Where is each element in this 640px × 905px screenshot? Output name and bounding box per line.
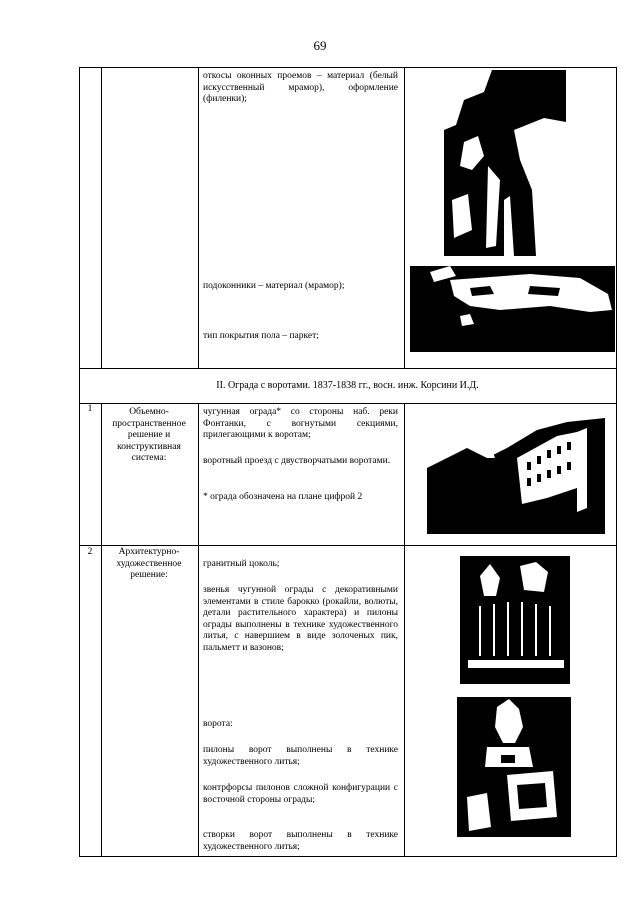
row-text: звенья чугунной ограды с декоративными элементами в стиле барокко (рокайли, волюты, детали растительного характера) и пилоны ограды выполнены в технике художественного литья, с навершием в виде золоченых пик, пальметт и вазонов; (203, 585, 398, 653)
top-text-floor: тип покрытия пола – паркет; (203, 331, 319, 341)
row-text: чугунная ограда* со стороны наб. реки Фонтанки, с вогнутыми секциями, прилегающими к воротам; (203, 407, 398, 440)
window-sill-photo (410, 266, 615, 352)
col-divider (101, 403, 102, 856)
fence-embankment-photo (427, 418, 605, 534)
row-text: контрфорсы пилонов сложной конфигурации с восточной стороны ограды; (203, 783, 398, 805)
page-number: 69 (313, 38, 327, 53)
row-divider (79, 403, 616, 404)
row-text: створки ворот выполнены в технике художественного литья; (203, 830, 398, 852)
top-text-sills: подоконники – материал (мрамор); (203, 281, 345, 291)
row-text: * ограда обозначена на плане цифрой 2 (203, 492, 363, 502)
row-divider (79, 545, 616, 546)
gate-pylon-photo (457, 697, 571, 837)
top-text-window-slopes: откосы оконных проемов – материал (белый искусственный мрамор), оформление (филенки); (203, 71, 398, 104)
row-text: гранитный цоколь; (203, 559, 280, 569)
col-divider (404, 67, 405, 368)
row-text: пилоны ворот выполнены в технике художественного литья; (203, 745, 398, 767)
row-divider (79, 368, 616, 369)
row-text: ворота: (203, 719, 233, 729)
col-divider (198, 403, 199, 856)
fence-section-photo (460, 556, 570, 684)
row-title: Объемно-пространственное решение и конструктивная система: (112, 407, 186, 463)
row-text: воротный проезд с двустворчатыми воротами. (203, 456, 391, 466)
row-title: Архитектурно-художественное решение: (116, 547, 182, 580)
row-number: 2 (87, 547, 93, 557)
row-number: 1 (87, 404, 93, 414)
col-divider (198, 67, 199, 368)
section-heading: II. Ограда с воротами. 1837-1838 гг., восн. инж. Корсини И.Д. (216, 380, 479, 391)
window-slope-photo (444, 70, 566, 256)
col-divider (101, 67, 102, 368)
col-divider (404, 403, 405, 856)
